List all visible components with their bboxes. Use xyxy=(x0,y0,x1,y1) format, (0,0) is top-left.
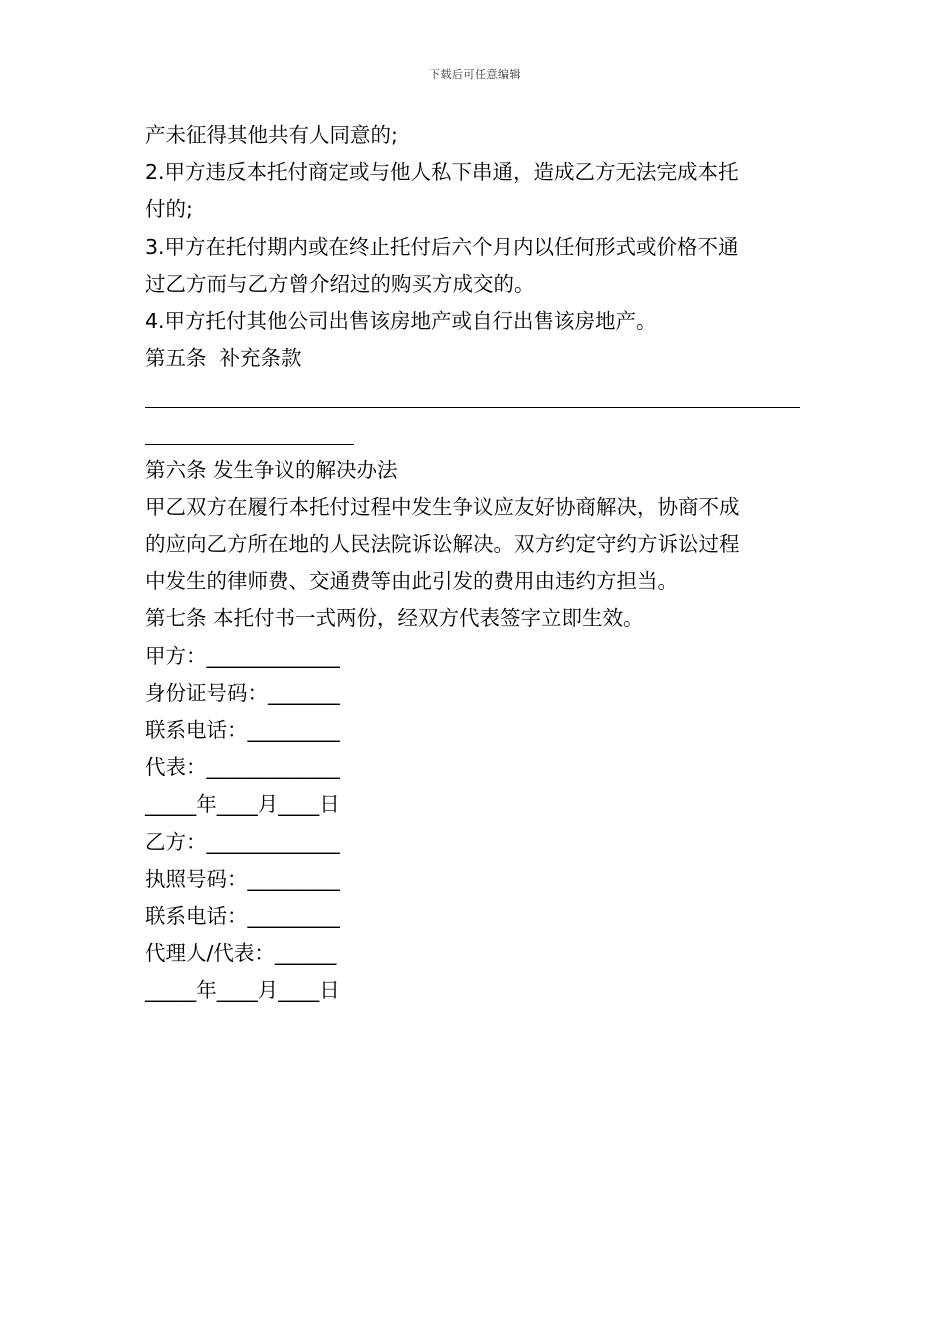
paragraph-line: 中发生的律师费、交通费等由此引发的费用由违约方担当。 xyxy=(145,569,678,594)
article-7: 第七条 本托付书一式两份，经双方代表签字立即生效。 xyxy=(145,606,644,631)
date-b-field: _____年____月____日 xyxy=(145,978,340,1003)
document-body xyxy=(145,117,810,1010)
paragraph-line: 3.甲方在托付期内或在终止托付后六个月内以任何形式或价格不通 xyxy=(145,234,739,259)
paragraph-line: 的应向乙方所在地的人民法院诉讼解决。双方约定守约方诉讼过程 xyxy=(145,532,740,557)
id-number-field: 身份证号码：_______ xyxy=(145,680,340,705)
party-b-field: 乙方：_____________ xyxy=(145,829,340,854)
page-header-note: 下载后可任意编辑 xyxy=(429,68,521,81)
agent-representative-field: 代理人/代表：______ xyxy=(145,941,337,966)
article-6-title: 第六条 发生争议的解决办法 xyxy=(145,457,398,482)
paragraph-line: 甲乙双方在履行本托付过程中发生争议应友好协商解决，协商不成 xyxy=(145,494,740,519)
paragraph-line: 4.甲方托付其他公司出售该房地产或自行出售该房地产。 xyxy=(145,308,657,333)
paragraph-line: 付的; xyxy=(145,197,193,222)
underline-rule xyxy=(145,444,354,445)
paragraph-line: 2.甲方违反本托付商定或与他人私下串通，造成乙方无法完成本托 xyxy=(145,160,739,185)
blank-line xyxy=(145,415,810,452)
article-5-title: 第五条 补充条款 xyxy=(145,346,302,371)
date-a-field: _____年____月____日 xyxy=(145,792,340,817)
blank-line xyxy=(145,377,810,414)
party-a-field: 甲方：_____________ xyxy=(145,643,340,668)
phone-a-field: 联系电话：_________ xyxy=(145,718,340,742)
phone-b-field: 联系电话：_________ xyxy=(145,903,340,928)
paragraph-line: 产未征得其他共有人同意的; xyxy=(145,123,398,147)
representative-a-field: 代表：_____________ xyxy=(145,755,340,780)
paragraph-line: 过乙方而与乙方曾介绍过的购买方成交的。 xyxy=(145,271,535,296)
license-number-field: 执照号码：_________ xyxy=(145,866,340,891)
underline-rule xyxy=(145,407,800,408)
